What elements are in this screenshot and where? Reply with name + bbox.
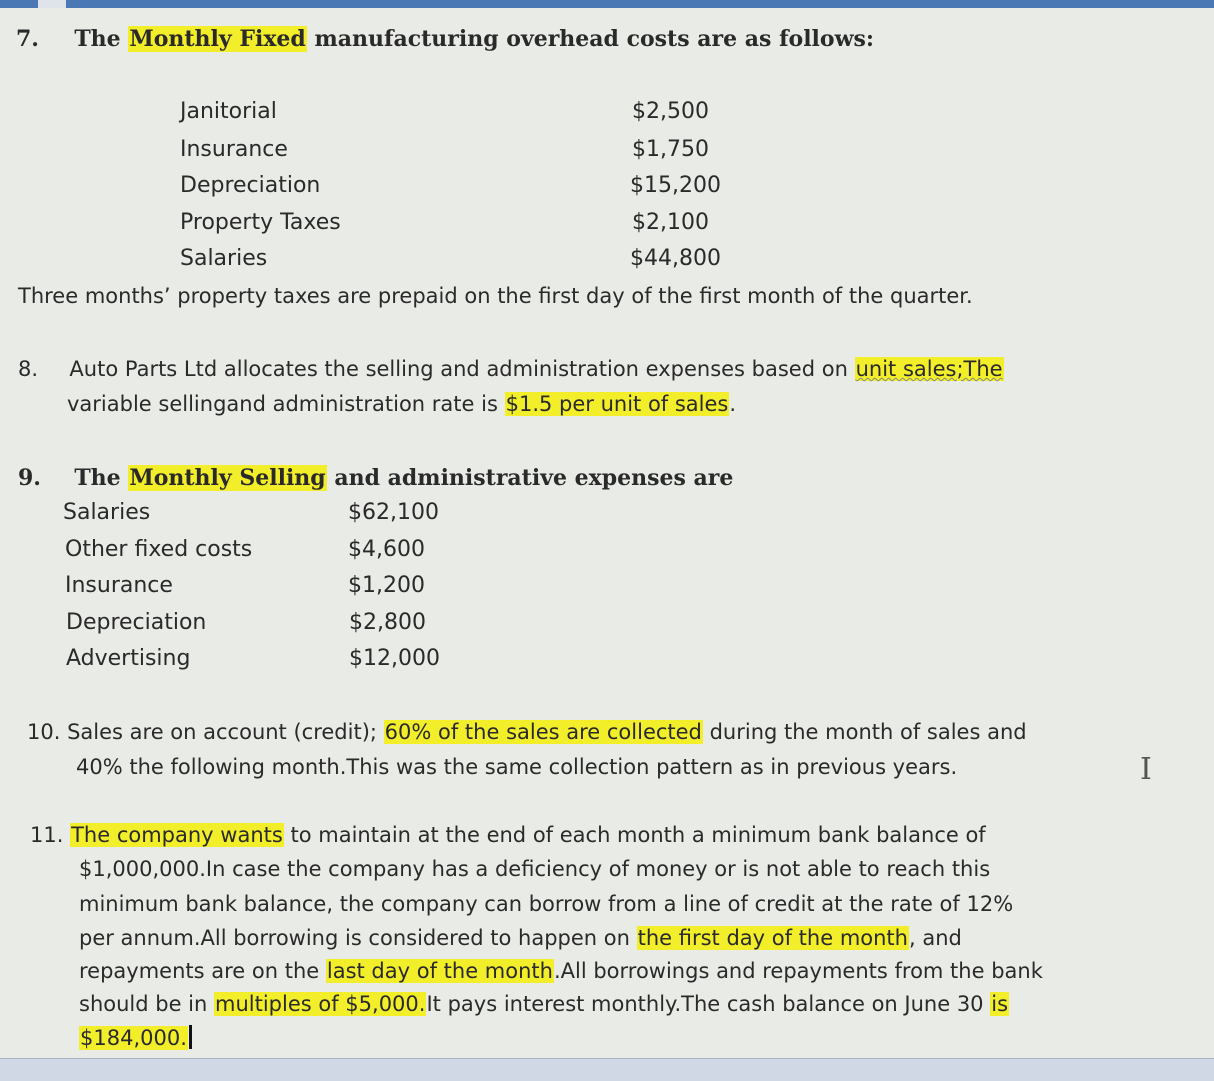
- item-7-row-label: Janitorial: [180, 99, 277, 124]
- item-9-row-label: Salaries: [63, 500, 151, 525]
- item-8-number: 8.: [18, 357, 39, 381]
- item-7-heading: [16, 25, 874, 53]
- item-10-line-2: 40% the following month.This was the same collection pattern as in previous years.: [76, 755, 958, 779]
- item-9-row-amount: $62,100: [348, 500, 439, 525]
- item-7-row-amount: $1,750: [632, 137, 709, 162]
- item-8-line-1-text: Auto Parts Ltd allocates the selling and administration expenses based on: [69, 357, 848, 381]
- item-11-line-5-end: .All borrowings and repayments from the bank: [553, 959, 1043, 983]
- item-8-line-2: [67, 390, 736, 418]
- item-7-highlight: Monthly Fixed: [129, 26, 306, 52]
- item-11-line-6-text: should be in: [79, 992, 208, 1016]
- item-11-line-4-highlight: the first day of the month: [637, 926, 908, 950]
- item-9-row-amount: $4,600: [348, 537, 425, 562]
- item-9-row-label: Other fixed costs: [65, 537, 253, 562]
- item-8-line-2-highlight: $1.5 per unit of sales: [505, 392, 729, 416]
- item-11-line-1: [30, 821, 986, 849]
- item-9-number: 9.: [18, 465, 41, 491]
- text-insertion-cursor: [189, 1025, 192, 1049]
- item-11-line-1-text: to maintain at the end of each month a minimum bank balance of: [290, 823, 986, 847]
- item-9-row-amount: $1,200: [348, 573, 425, 598]
- item-11-line-5: [79, 957, 1043, 985]
- item-9-row-label: Advertising: [66, 646, 191, 671]
- item-11-line-2: $1,000,000.In case the company has a deficiency of money or is not able to reach this: [79, 857, 991, 881]
- item-9-row-amount: $2,800: [349, 610, 426, 635]
- item-10-line-1-highlight: 60% of the sales are collected: [384, 720, 702, 744]
- item-8-line-1-highlight: unit sales;The: [855, 357, 1003, 381]
- item-7-row-label: Salaries: [180, 246, 268, 271]
- item-11-line-4-end: , and: [908, 926, 962, 950]
- item-11-number: 11.: [30, 823, 64, 847]
- item-9-pre: The: [74, 465, 121, 491]
- item-8-line-2-end: .: [729, 392, 737, 416]
- item-11-line-6-middle: It pays interest monthly.The cash balance on June 30: [426, 992, 984, 1016]
- window-top-bar: [0, 0, 1214, 8]
- item-7-pre: The: [74, 26, 121, 52]
- item-7-row-amount: $2,100: [632, 210, 709, 235]
- item-11-line-6-highlight-1: multiples of $5,000.: [215, 992, 426, 1016]
- item-11-line-3: minimum bank balance, the company can borrow from a line of credit at the rate of 12%: [79, 892, 1014, 916]
- item-9-row-label: Insurance: [65, 573, 173, 598]
- item-7-row-amount: $15,200: [630, 173, 721, 198]
- item-7-row-amount: $2,500: [632, 99, 709, 124]
- item-7-row-label: Property Taxes: [180, 210, 341, 235]
- item-11-line-1-highlight: The company wants: [71, 823, 283, 847]
- item-7-row-amount: $44,800: [630, 246, 721, 271]
- item-10-number: 10.: [27, 720, 61, 744]
- item-9-highlight: Monthly Selling: [129, 465, 326, 491]
- item-7-post: manufacturing overhead costs are as follows:: [314, 26, 875, 52]
- item-9-row-amount: $12,000: [349, 646, 440, 671]
- item-9-post: and administrative expenses are: [334, 465, 734, 491]
- item-11-line-7[interactable]: [79, 1024, 192, 1052]
- item-10-line-1: [27, 718, 1027, 746]
- item-9-heading: [18, 464, 733, 492]
- item-8-line-1: [18, 355, 1004, 383]
- item-11-line-6-highlight-2: is: [991, 992, 1009, 1016]
- item-7-row-label: Insurance: [180, 137, 288, 162]
- window-bottom-bar: [0, 1058, 1214, 1081]
- item-11-line-7-highlight: $184,000.: [80, 1026, 187, 1050]
- item-9-row-label: Depreciation: [66, 610, 207, 635]
- item-11-line-6: [79, 990, 1009, 1018]
- item-8-line-2-text: variable sellingand administration rate is: [67, 392, 498, 416]
- item-7-row-label: Depreciation: [180, 173, 321, 198]
- item-7-number: 7.: [16, 26, 39, 52]
- item-11-line-4: [79, 924, 962, 952]
- item-11-line-5-highlight: last day of the month: [326, 959, 553, 983]
- top-bar-tab: [38, 0, 66, 8]
- item-10-line-1-end: during the month of sales and: [709, 720, 1027, 744]
- item-11-line-5-text: repayments are on the: [79, 959, 320, 983]
- item-7-note: Three months’ property taxes are prepaid on the first day of the first month of the quarter.: [18, 284, 973, 308]
- item-11-line-4-text: per annum.All borrowing is considered to happen on: [79, 926, 630, 950]
- item-10-line-1-text: Sales are on account (credit);: [67, 720, 377, 744]
- text-cursor-icon: I: [1140, 752, 1152, 787]
